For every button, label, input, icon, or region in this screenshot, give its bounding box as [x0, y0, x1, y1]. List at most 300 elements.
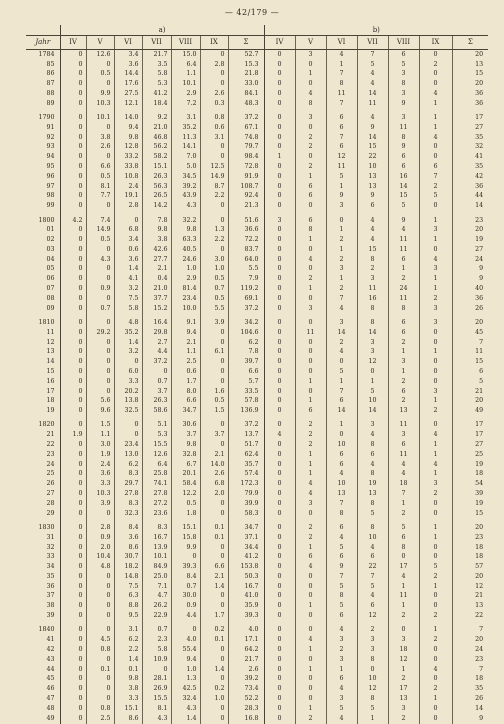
- column-header: IX: [200, 36, 228, 50]
- table-row: [26, 318, 488, 328]
- value-a-cell: 29.7: [114, 479, 142, 489]
- value-a-cell: 3.6: [114, 60, 142, 70]
- value-b-cell: 4: [357, 430, 388, 440]
- value-b-cell: 0: [419, 328, 452, 338]
- value-a-cell: 0: [60, 582, 86, 592]
- value-b-cell: 7: [326, 294, 357, 304]
- value-a-cell: 0: [200, 714, 228, 724]
- value-a-cell: 10.3: [86, 489, 114, 499]
- value-b-cell: 1: [295, 172, 326, 182]
- value-a-cell: 37.2: [142, 357, 171, 367]
- year-cell: 21: [46, 431, 55, 439]
- value-b-cell: 1: [326, 226, 357, 236]
- value-a-cell: 1.5: [200, 406, 228, 416]
- value-b-cell: 0: [419, 602, 452, 612]
- value-b-cell: 7: [357, 572, 388, 582]
- value-b-cell: 0: [295, 367, 326, 377]
- value-a-cell: 0: [86, 694, 114, 704]
- sum-b-cell: 14: [452, 704, 488, 714]
- value-a-cell: 0: [60, 665, 86, 675]
- value-b-cell: 6: [295, 406, 326, 416]
- value-a-cell: 6.8: [114, 226, 142, 236]
- value-a-cell: 0: [60, 460, 86, 470]
- sum-b-cell: 7: [452, 338, 488, 348]
- table-row: [26, 543, 488, 553]
- value-b-cell: 3: [388, 89, 419, 99]
- value-b-cell: 5: [388, 201, 419, 211]
- value-b-cell: 0: [264, 226, 295, 236]
- sum-a-cell: 17.1: [228, 635, 264, 645]
- sum-b-cell: 12: [452, 582, 488, 592]
- value-b-cell: 0: [264, 201, 295, 211]
- value-a-cell: 5.6: [86, 397, 114, 407]
- year-cell: 27: [46, 490, 55, 498]
- value-a-cell: 0: [60, 450, 86, 460]
- table-row: [26, 265, 488, 275]
- value-a-cell: 3.2: [114, 348, 142, 358]
- value-a-cell: 15.1: [142, 162, 171, 172]
- value-b-cell: 0: [419, 543, 452, 553]
- value-a-cell: 1.0: [200, 694, 228, 704]
- value-a-cell: 32.3: [114, 509, 142, 519]
- value-a-cell: 0: [60, 470, 86, 480]
- value-b-cell: 0: [295, 152, 326, 162]
- sum-a-cell: 67.1: [228, 123, 264, 133]
- value-a-cell: 27.8: [142, 489, 171, 499]
- value-b-cell: 1: [295, 70, 326, 80]
- value-b-cell: 3: [326, 694, 357, 704]
- value-a-cell: 0: [200, 553, 228, 563]
- value-a-cell: 3.7: [200, 430, 228, 440]
- value-a-cell: 8.4: [171, 572, 200, 582]
- value-b-cell: 0: [295, 338, 326, 348]
- value-a-cell: 7.5: [114, 582, 142, 592]
- year-cell: 28: [46, 499, 55, 507]
- value-b-cell: 0: [419, 143, 452, 153]
- value-b-cell: 4: [326, 50, 357, 60]
- value-a-cell: 43.9: [171, 192, 200, 202]
- value-a-cell: 0: [200, 70, 228, 80]
- value-b-cell: 0: [295, 611, 326, 621]
- sum-a-cell: 119.2: [228, 284, 264, 294]
- value-a-cell: 9.8: [114, 133, 142, 143]
- sum-a-cell: 98.4: [228, 152, 264, 162]
- value-a-cell: 2.5: [171, 357, 200, 367]
- value-b-cell: 5: [357, 704, 388, 714]
- value-b-cell: 6: [388, 328, 419, 338]
- value-a-cell: 0: [60, 275, 86, 285]
- sum-b-cell: 6: [452, 367, 488, 377]
- value-b-cell: 11: [388, 123, 419, 133]
- value-b-cell: 0: [264, 245, 295, 255]
- page-number: — 42/179 —: [224, 8, 280, 17]
- value-b-cell: 11: [326, 162, 357, 172]
- table-row: [26, 123, 488, 133]
- sum-a-cell: 84.1: [228, 89, 264, 99]
- value-a-cell: 0: [114, 421, 142, 431]
- value-a-cell: 3.1: [171, 113, 200, 123]
- sum-a-cell: 39.7: [228, 357, 264, 367]
- column-header: VII: [357, 36, 388, 50]
- value-a-cell: 0: [86, 60, 114, 70]
- value-b-cell: 12: [326, 152, 357, 162]
- value-a-cell: 0: [60, 406, 86, 416]
- table-row: [26, 704, 488, 714]
- value-b-cell: 2: [419, 182, 452, 192]
- value-b-cell: 0: [295, 655, 326, 665]
- sum-a-cell: 41.2: [228, 553, 264, 563]
- year-cell: 89: [46, 99, 55, 107]
- year-cell: 98: [46, 192, 55, 200]
- value-a-cell: 1.4: [171, 714, 200, 724]
- value-b-cell: 0: [419, 201, 452, 211]
- value-a-cell: 81.4: [171, 284, 200, 294]
- value-b-cell: 1: [419, 123, 452, 133]
- value-a-cell: 10.1: [86, 113, 114, 123]
- value-b-cell: 0: [264, 397, 295, 407]
- value-a-cell: 3.6: [86, 470, 114, 480]
- value-a-cell: 0: [60, 387, 86, 397]
- value-b-cell: 2: [326, 645, 357, 655]
- sum-b-cell: 25: [452, 450, 488, 460]
- table-row: [26, 182, 488, 192]
- value-a-cell: 1.0: [171, 665, 200, 675]
- sum-a-cell: 172.3: [228, 479, 264, 489]
- value-a-cell: 4.2: [60, 216, 86, 226]
- sum-b-cell: 20: [452, 226, 488, 236]
- table-row: [26, 348, 488, 358]
- value-b-cell: 0: [295, 201, 326, 211]
- value-a-cell: 14.2: [142, 201, 171, 211]
- value-a-cell: 6.6: [200, 562, 228, 572]
- value-b-cell: 2: [388, 275, 419, 285]
- value-a-cell: 6.6: [86, 162, 114, 172]
- value-a-cell: 1.9: [60, 430, 86, 440]
- value-a-cell: 41.2: [142, 89, 171, 99]
- sum-b-cell: 7: [452, 665, 488, 675]
- column-header: VI: [114, 36, 142, 50]
- value-a-cell: 18.2: [114, 562, 142, 572]
- value-b-cell: 0: [295, 60, 326, 70]
- value-a-cell: 9.4: [171, 655, 200, 665]
- value-b-cell: 0: [295, 123, 326, 133]
- value-a-cell: 1.4: [114, 655, 142, 665]
- year-cell: 23: [46, 450, 55, 458]
- value-b-cell: 6: [295, 553, 326, 563]
- value-a-cell: 0: [60, 235, 86, 245]
- value-b-cell: 7: [388, 489, 419, 499]
- value-a-cell: 1.0: [171, 265, 200, 275]
- value-a-cell: 14.1: [171, 143, 200, 153]
- value-a-cell: 20.2: [114, 387, 142, 397]
- value-a-cell: 3.7: [142, 387, 171, 397]
- sum-b-cell: 24: [452, 645, 488, 655]
- value-a-cell: 0: [60, 635, 86, 645]
- year-cell: 1784: [38, 50, 55, 58]
- value-b-cell: 0: [264, 479, 295, 489]
- value-a-cell: 24.6: [171, 255, 200, 265]
- value-a-cell: 0: [60, 421, 86, 431]
- value-b-cell: 7: [419, 172, 452, 182]
- value-a-cell: 4.4: [142, 348, 171, 358]
- table-row: [26, 450, 488, 460]
- value-a-cell: 4.8: [114, 318, 142, 328]
- year-cell: 33: [46, 553, 55, 561]
- year-cell: 09: [46, 304, 55, 312]
- value-b-cell: 4: [419, 430, 452, 440]
- value-a-cell: 6.8: [200, 479, 228, 489]
- value-b-cell: 4: [326, 348, 357, 358]
- year-cell: 39: [46, 612, 55, 620]
- value-a-cell: 8.4: [114, 523, 142, 533]
- value-b-cell: 0: [419, 675, 452, 685]
- value-b-cell: 24: [388, 284, 419, 294]
- sum-a-cell: 15.3: [228, 60, 264, 70]
- value-a-cell: 0: [200, 79, 228, 89]
- value-b-cell: 3: [419, 265, 452, 275]
- value-a-cell: 23.6: [142, 509, 171, 519]
- sum-a-cell: 16.7: [228, 582, 264, 592]
- value-b-cell: 12: [388, 655, 419, 665]
- value-a-cell: 3.9: [86, 499, 114, 509]
- value-b-cell: 1: [295, 665, 326, 675]
- value-b-cell: 4: [388, 226, 419, 236]
- value-b-cell: 0: [419, 70, 452, 80]
- column-header: IX: [419, 36, 452, 50]
- value-a-cell: 1.4: [114, 265, 142, 275]
- value-b-cell: 3: [357, 338, 388, 348]
- year-cell: 37: [46, 592, 55, 600]
- value-a-cell: 0: [60, 143, 86, 153]
- sum-b-cell: 49: [452, 406, 488, 416]
- sum-b-cell: 21: [452, 592, 488, 602]
- value-b-cell: 0: [264, 133, 295, 143]
- sum-a-cell: 34.2: [228, 318, 264, 328]
- value-b-cell: 4: [357, 216, 388, 226]
- value-b-cell: 1: [388, 582, 419, 592]
- value-b-cell: 1: [326, 60, 357, 70]
- value-b-cell: 13: [388, 406, 419, 416]
- value-a-cell: 0: [200, 367, 228, 377]
- sum-b-cell: 21: [452, 387, 488, 397]
- value-b-cell: 9: [326, 562, 357, 572]
- value-b-cell: 4: [295, 255, 326, 265]
- value-b-cell: 0: [264, 318, 295, 328]
- value-b-cell: 6: [388, 533, 419, 543]
- value-b-cell: 0: [264, 714, 295, 724]
- value-b-cell: 10: [357, 162, 388, 172]
- value-b-cell: 1: [295, 235, 326, 245]
- value-a-cell: 3.6: [114, 255, 142, 265]
- value-b-cell: 0: [264, 99, 295, 109]
- value-a-cell: 42.6: [142, 245, 171, 255]
- value-b-cell: 10: [357, 397, 388, 407]
- value-a-cell: 2.0: [200, 489, 228, 499]
- value-a-cell: 0: [200, 338, 228, 348]
- value-b-cell: 11: [388, 592, 419, 602]
- value-b-cell: 3: [357, 348, 388, 358]
- sum-b-cell: 57: [452, 562, 488, 572]
- value-a-cell: 1.8: [171, 509, 200, 519]
- sum-a-cell: 5.5: [228, 265, 264, 275]
- value-a-cell: 74.1: [142, 479, 171, 489]
- value-a-cell: 30.6: [171, 421, 200, 431]
- value-a-cell: 0.7: [142, 377, 171, 387]
- sum-a-cell: 72.2: [228, 235, 264, 245]
- value-a-cell: 9.5: [114, 611, 142, 621]
- sum-a-cell: 28.3: [228, 704, 264, 714]
- value-b-cell: 9: [388, 99, 419, 109]
- value-b-cell: 5: [326, 172, 357, 182]
- value-a-cell: 9.4: [171, 328, 200, 338]
- value-a-cell: 6.2: [114, 460, 142, 470]
- value-a-cell: 0: [86, 348, 114, 358]
- value-a-cell: 0: [60, 626, 86, 636]
- value-a-cell: 0.7: [171, 582, 200, 592]
- value-b-cell: 6: [357, 602, 388, 612]
- sum-b-cell: 27: [452, 123, 488, 133]
- value-b-cell: 16: [357, 294, 388, 304]
- value-b-cell: 0: [264, 694, 295, 704]
- value-a-cell: 0: [86, 201, 114, 211]
- value-a-cell: 3.8: [86, 133, 114, 143]
- year-cell: 35: [46, 572, 55, 580]
- sum-b-cell: 17: [452, 421, 488, 431]
- value-a-cell: 2.3: [142, 635, 171, 645]
- value-b-cell: 0: [419, 592, 452, 602]
- value-a-cell: 15.2: [142, 304, 171, 314]
- value-a-cell: 0: [86, 675, 114, 685]
- value-b-cell: 5: [326, 367, 357, 377]
- value-b-cell: 4: [357, 460, 388, 470]
- value-a-cell: 34.7: [171, 406, 200, 416]
- value-b-cell: 14: [357, 328, 388, 338]
- value-a-cell: 0: [200, 216, 228, 226]
- value-a-cell: 0.6: [200, 123, 228, 133]
- value-b-cell: 0: [295, 694, 326, 704]
- sum-b-cell: 19: [452, 235, 488, 245]
- column-header: Σ: [452, 36, 488, 50]
- sum-b-cell: 20: [452, 79, 488, 89]
- value-b-cell: 0: [264, 89, 295, 99]
- sum-b-cell: 19: [452, 460, 488, 470]
- value-b-cell: 4: [326, 470, 357, 480]
- value-b-cell: 0: [264, 509, 295, 519]
- value-b-cell: 6: [357, 450, 388, 460]
- value-a-cell: 28.1: [142, 675, 171, 685]
- value-a-cell: 7.1: [142, 582, 171, 592]
- value-b-cell: 6: [326, 523, 357, 533]
- sum-b-cell: 18: [452, 553, 488, 563]
- value-b-cell: 3: [388, 635, 419, 645]
- value-b-cell: 0: [419, 499, 452, 509]
- value-a-cell: 0: [60, 192, 86, 202]
- sum-b-cell: 41: [452, 152, 488, 162]
- value-a-cell: 0: [60, 592, 86, 602]
- value-b-cell: 2: [419, 611, 452, 621]
- value-b-cell: 0: [264, 143, 295, 153]
- sum-a-cell: 21.7: [228, 655, 264, 665]
- value-b-cell: 10: [357, 533, 388, 543]
- value-a-cell: 42.5: [171, 684, 200, 694]
- sum-a-cell: 16.8: [228, 714, 264, 724]
- value-b-cell: 0: [264, 421, 295, 431]
- value-a-cell: 0.4: [142, 275, 171, 285]
- value-a-cell: 27.5: [114, 89, 142, 99]
- table-row: [26, 50, 488, 60]
- value-a-cell: 9.8: [171, 440, 200, 450]
- value-a-cell: 6.0: [114, 367, 142, 377]
- value-a-cell: 0.1: [200, 533, 228, 543]
- value-a-cell: 1.7: [171, 377, 200, 387]
- value-b-cell: 4: [295, 562, 326, 572]
- value-b-cell: 1: [419, 275, 452, 285]
- value-b-cell: 6: [388, 162, 419, 172]
- value-b-cell: 0: [419, 338, 452, 348]
- value-a-cell: 0: [60, 265, 86, 275]
- sum-a-cell: 5.7: [228, 377, 264, 387]
- year-cell: 1830: [38, 523, 55, 531]
- value-a-cell: 0: [60, 255, 86, 265]
- value-a-cell: 0: [60, 60, 86, 70]
- table-row: [26, 70, 488, 80]
- sum-b-cell: 32: [452, 143, 488, 153]
- value-a-cell: 0: [200, 440, 228, 450]
- value-a-cell: 3.4: [114, 50, 142, 60]
- sum-a-cell: 58.3: [228, 509, 264, 519]
- year-cell: 95: [46, 163, 55, 171]
- value-b-cell: 3: [419, 318, 452, 328]
- value-a-cell: 23.4: [114, 440, 142, 450]
- value-a-cell: 0: [60, 304, 86, 314]
- value-b-cell: 2: [419, 572, 452, 582]
- table-row: [26, 162, 488, 172]
- value-a-cell: 0: [200, 675, 228, 685]
- sum-a-cell: 64.2: [228, 645, 264, 655]
- value-b-cell: 0: [419, 245, 452, 255]
- value-b-cell: 3: [326, 655, 357, 665]
- year-cell: 85: [46, 60, 55, 68]
- value-a-cell: 2.9: [171, 89, 200, 99]
- value-b-cell: 4: [357, 592, 388, 602]
- value-b-cell: 5: [419, 192, 452, 202]
- year-cell: 15: [46, 367, 55, 375]
- value-b-cell: 10: [326, 440, 357, 450]
- table-row: [26, 440, 488, 450]
- value-b-cell: 9: [326, 192, 357, 202]
- sum-a-cell: 52.2: [228, 694, 264, 704]
- value-a-cell: 58.4: [171, 479, 200, 489]
- value-b-cell: 0: [264, 553, 295, 563]
- value-a-cell: 33.8: [114, 162, 142, 172]
- value-a-cell: 0.5: [200, 275, 228, 285]
- value-b-cell: 8: [326, 592, 357, 602]
- sum-a-cell: 37.2: [228, 421, 264, 431]
- value-a-cell: 0: [60, 70, 86, 80]
- value-a-cell: 3.1: [114, 626, 142, 636]
- value-b-cell: 2: [388, 675, 419, 685]
- value-a-cell: 14.9: [200, 172, 228, 182]
- value-a-cell: 2.8: [86, 523, 114, 533]
- value-a-cell: 0: [60, 162, 86, 172]
- sum-b-cell: 35: [452, 684, 488, 694]
- table-row: [26, 421, 488, 431]
- year-cell: 1820: [38, 421, 55, 429]
- value-b-cell: 5: [357, 509, 388, 519]
- value-a-cell: 2.6: [200, 89, 228, 99]
- value-a-cell: 0: [60, 440, 86, 450]
- table-row: [26, 523, 488, 533]
